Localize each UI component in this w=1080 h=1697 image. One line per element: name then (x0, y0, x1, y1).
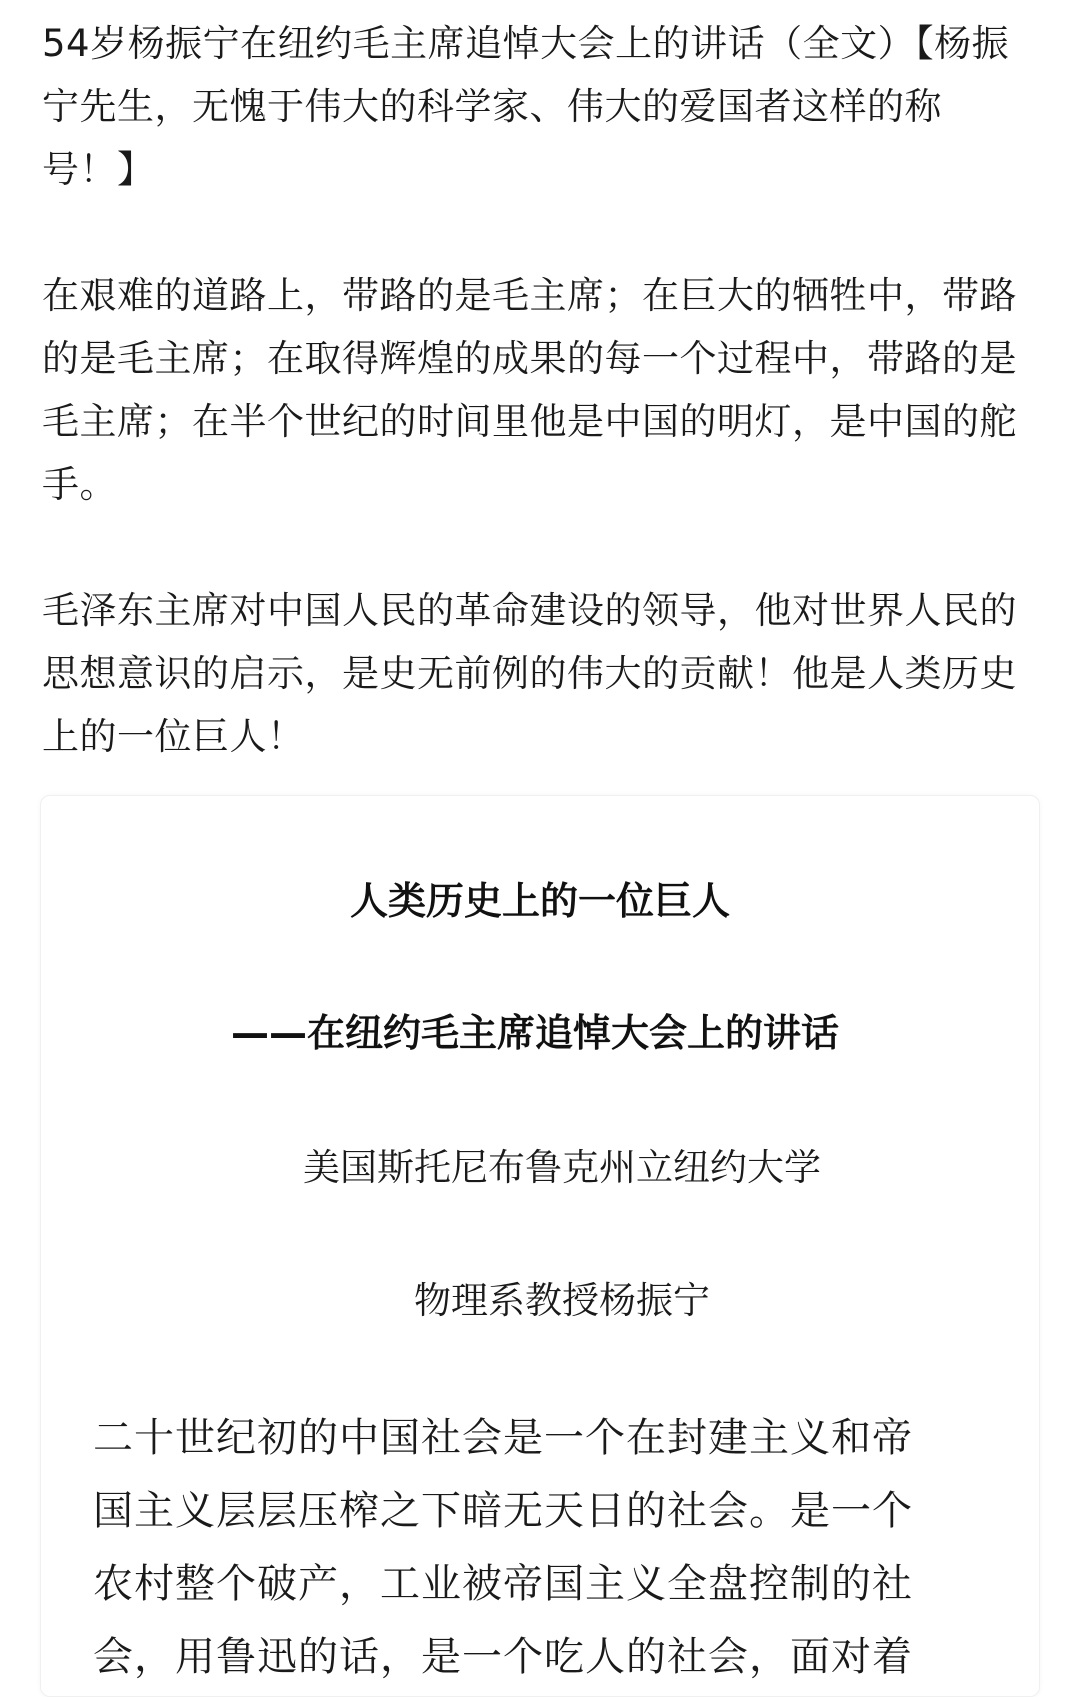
post-text (42, 12, 1032, 768)
post-headline: 54岁杨振宁在纽约毛主席追悼大会上的讲话（全文）【杨振宁先生，无愧于伟大的科学家、伟大的爱国者这样的称号！】 (42, 22, 1010, 191)
post-paragraph-1: 在艰难的道路上，带路的是毛主席；在巨大的牺牲中，带路的是毛主席；在取得辉煌的成果的每一个过程中，带路的是毛主席；在半个世纪的时间里他是中国的明灯，是中国的舵手。 (42, 274, 1017, 506)
article-subtitle: ——在纽约毛主席追悼大会上的讲话 (231, 1011, 840, 1055)
author-name: 物理系教授杨振宁 (414, 1279, 710, 1322)
article-body: 二十世纪初的中国社会是一个在封建主义和帝国主义层层压榨之下暗无天日的社会。是一个农村整个破产，工业被帝国主义全盘控制的社会，用鲁迅的话，是一个吃人的社会，面对着 (93, 1415, 913, 1680)
article-image-card (40, 795, 1040, 1697)
author-affiliation: 美国斯托尼布鲁克州立纽约大学 (303, 1146, 821, 1189)
post-paragraph-2: 毛泽东主席对中国人民的革命建设的领导，他对世界人民的思想意识的启示，是史无前例的伟大的贡献！他是人类历史上的一位巨人！ (42, 589, 1017, 758)
article-title: 人类历史上的一位巨人 (349, 879, 730, 923)
